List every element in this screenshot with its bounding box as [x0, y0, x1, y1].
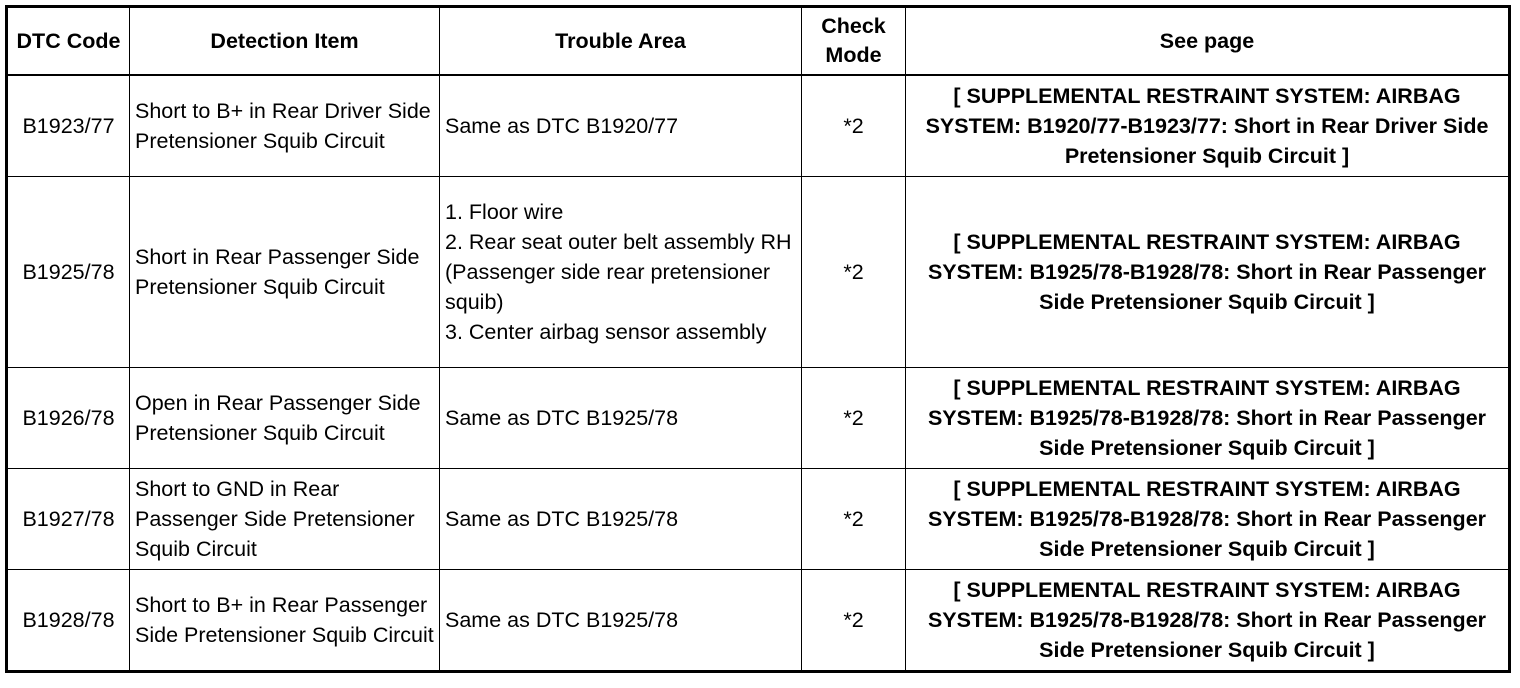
dtc-code-cell: B1925/78 — [7, 177, 130, 368]
table-row — [7, 570, 1510, 672]
detection-item-cell: Short in Rear Passenger Side Pretensioner Squib Circuit — [130, 177, 440, 368]
detection-item-cell: Short to B+ in Rear Passenger Side Pretensioner Squib Circuit — [130, 570, 440, 672]
trouble-area-cell — [440, 368, 802, 469]
see-page-link[interactable]: [ SUPPLEMENTAL RESTRAINT SYSTEM: AIRBAG SYSTEM: B1925/78-B1928/78: Short in Rear Passenger Side Pretensioner Squib Circuit ] — [906, 469, 1510, 570]
table-row — [7, 75, 1510, 177]
detection-item-cell: Short to B+ in Rear Driver Side Pretensioner Squib Circuit — [130, 75, 440, 177]
see-page-link[interactable]: [ SUPPLEMENTAL RESTRAINT SYSTEM: AIRBAG SYSTEM: B1925/78-B1928/78: Short in Rear Passenger Side Pretensioner Squib Circuit ] — [906, 368, 1510, 469]
see-page-link[interactable]: [ SUPPLEMENTAL RESTRAINT SYSTEM: AIRBAG SYSTEM: B1925/78-B1928/78: Short in Rear Passenger Side Pretensioner Squib Circuit ] — [906, 570, 1510, 672]
dtc-table — [5, 5, 1511, 673]
dtc-code-cell: B1923/77 — [7, 75, 130, 177]
header-check-mode: Check Mode — [802, 7, 906, 76]
check-mode-cell: *2 — [802, 177, 906, 368]
table-header-row — [7, 7, 1510, 76]
check-mode-cell: *2 — [802, 570, 906, 672]
trouble-area-line: 3. Center airbag sensor assembly — [445, 320, 767, 344]
trouble-area-cell — [440, 177, 802, 368]
table-row — [7, 368, 1510, 469]
table-row — [7, 177, 1510, 368]
trouble-area-cell — [440, 570, 802, 672]
trouble-area-cell — [440, 469, 802, 570]
header-detection-item: Detection Item — [130, 7, 440, 76]
check-mode-cell: *2 — [802, 469, 906, 570]
check-mode-cell: *2 — [802, 368, 906, 469]
check-mode-cell: *2 — [802, 75, 906, 177]
trouble-area-line: Same as DTC B1925/78 — [445, 406, 679, 430]
detection-item-cell: Open in Rear Passenger Side Pretensioner Squib Circuit — [130, 368, 440, 469]
trouble-area-line: Same as DTC B1925/78 — [445, 608, 679, 632]
trouble-area-line: 1. Floor wire — [445, 200, 564, 224]
trouble-area-cell — [440, 75, 802, 177]
trouble-area-line: Same as DTC B1925/78 — [445, 507, 679, 531]
dtc-code-cell: B1927/78 — [7, 469, 130, 570]
dtc-code-cell: B1928/78 — [7, 570, 130, 672]
table-row — [7, 469, 1510, 570]
trouble-area-line: Same as DTC B1920/77 — [445, 114, 679, 138]
see-page-link[interactable]: [ SUPPLEMENTAL RESTRAINT SYSTEM: AIRBAG SYSTEM: B1925/78-B1928/78: Short in Rear Passenger Side Pretensioner Squib Circuit ] — [906, 177, 1510, 368]
detection-item-cell: Short to GND in Rear Passenger Side Pretensioner Squib Circuit — [130, 469, 440, 570]
header-dtc-code: DTC Code — [7, 7, 130, 76]
trouble-area-line: 2. Rear seat outer belt assembly RH (Passenger side rear pretensioner squib) — [445, 230, 792, 314]
header-trouble-area: Trouble Area — [440, 7, 802, 76]
dtc-code-cell: B1926/78 — [7, 368, 130, 469]
header-see-page: See page — [906, 7, 1510, 76]
see-page-link[interactable]: [ SUPPLEMENTAL RESTRAINT SYSTEM: AIRBAG SYSTEM: B1920/77-B1923/77: Short in Rear Driver Side Pretensioner Squib Circuit ] — [906, 75, 1510, 177]
